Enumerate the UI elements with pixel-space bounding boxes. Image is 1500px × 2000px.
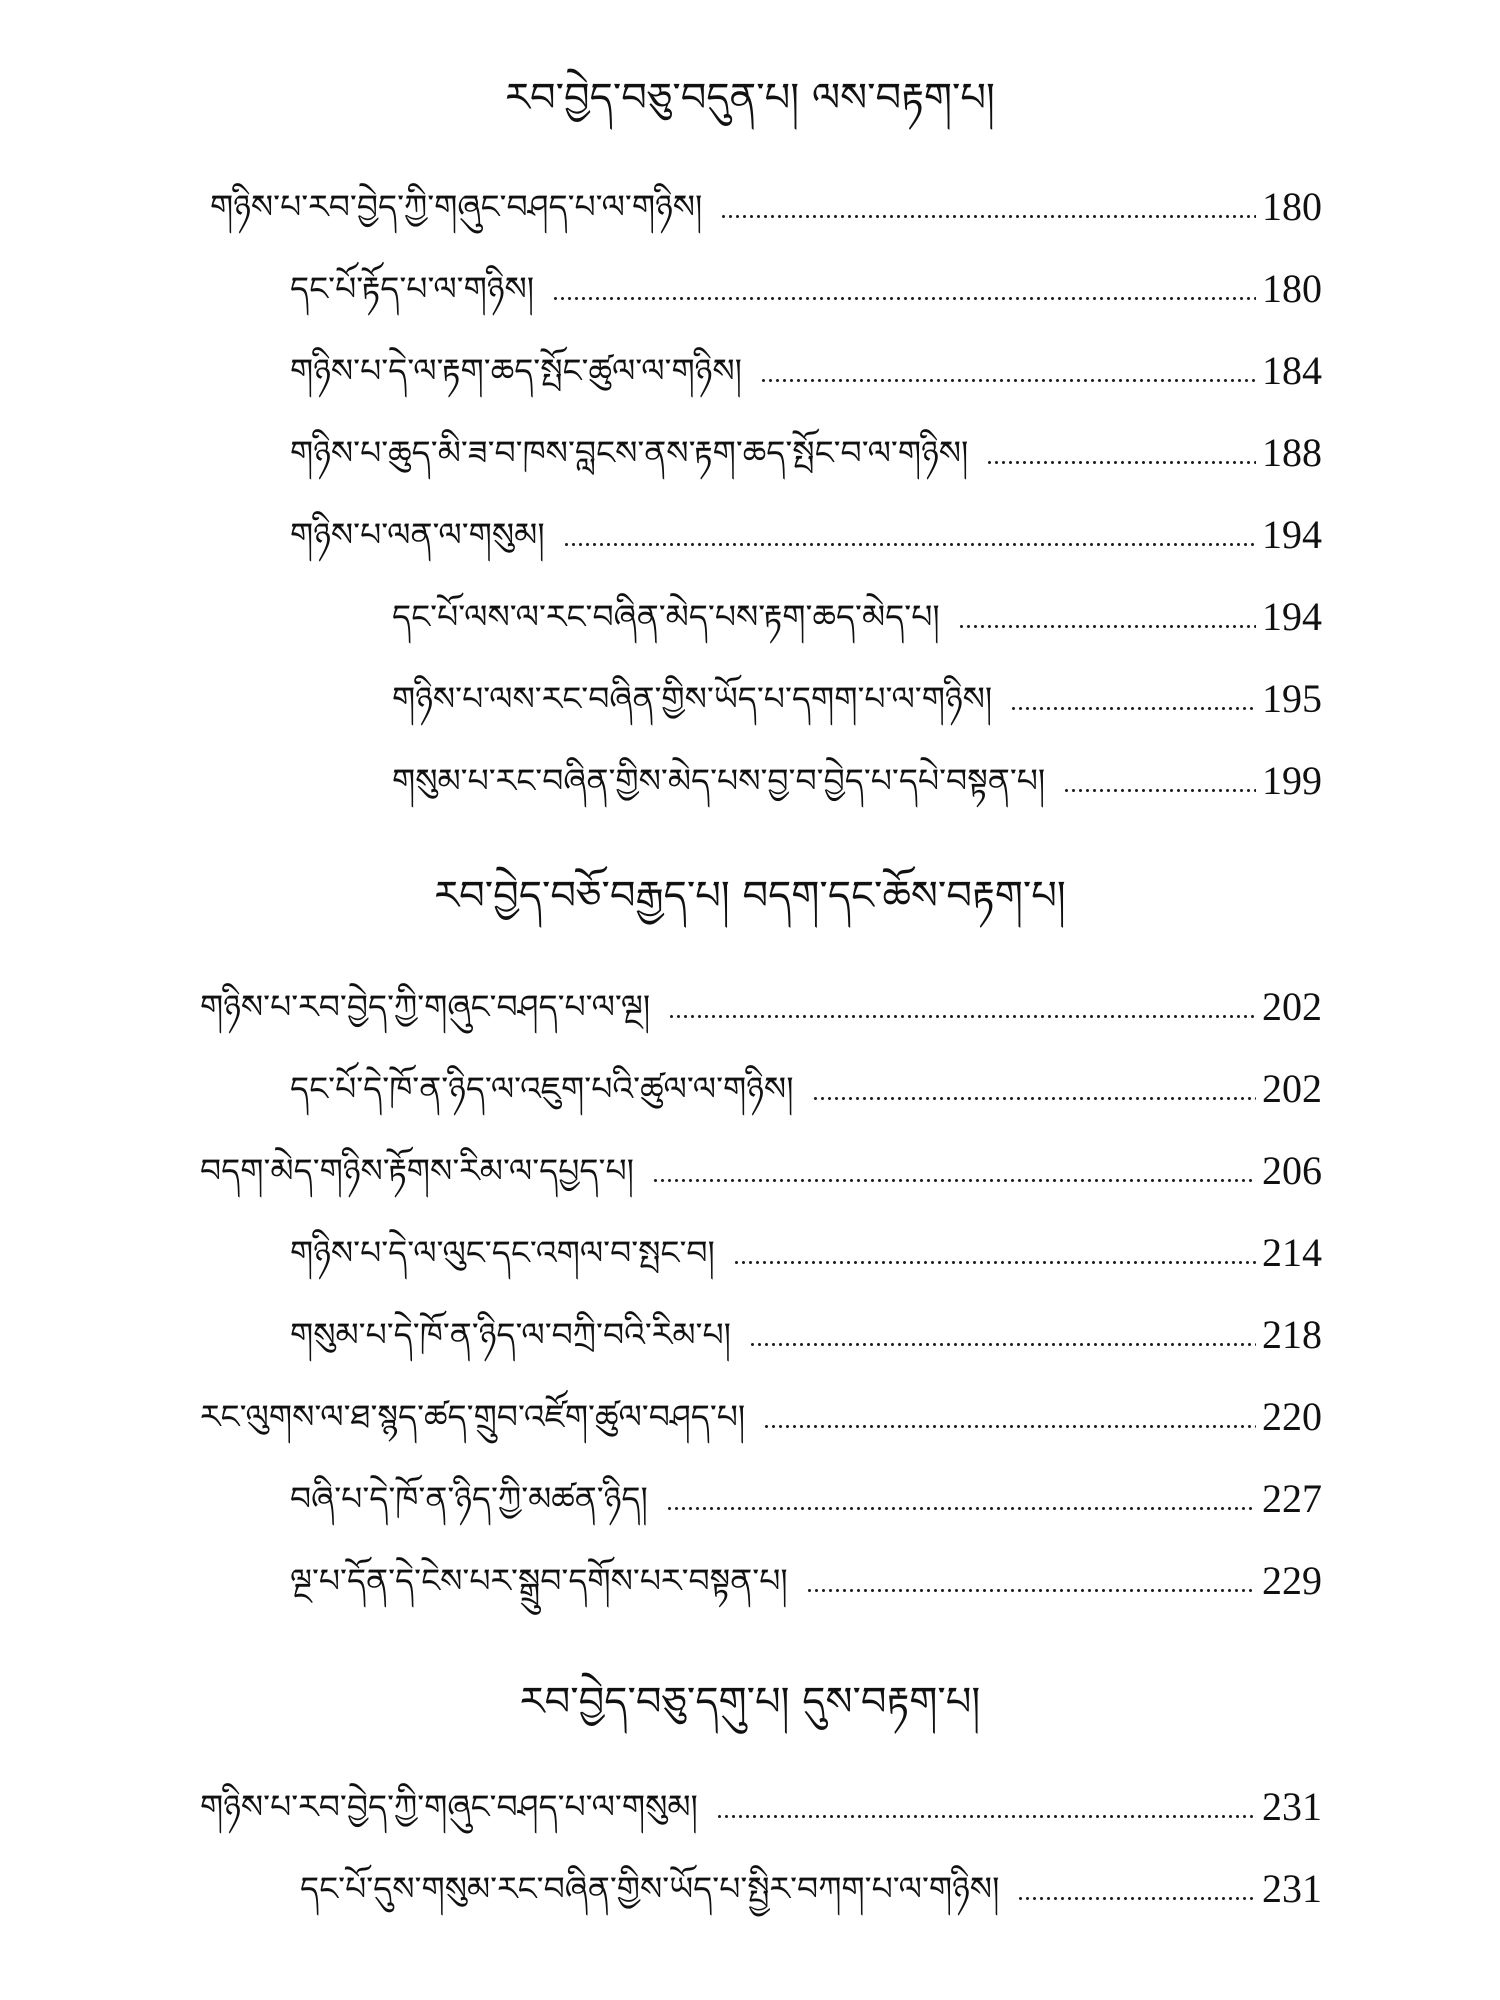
toc-entry-label: དང་པོ་ལས་ལ་རང་བཞིན་མེད་པས་རྟག་ཆད་མེད་པ། bbox=[392, 597, 940, 636]
toc-entry[interactable] bbox=[290, 336, 1322, 396]
toc-page-number: 220 bbox=[1262, 1394, 1322, 1439]
toc-entry[interactable] bbox=[290, 500, 1322, 560]
dot-leader bbox=[760, 374, 1256, 386]
toc-entry[interactable] bbox=[200, 1136, 1322, 1196]
dot-leader bbox=[1063, 784, 1256, 796]
toc-page-number: 180 bbox=[1262, 184, 1322, 229]
dot-leader bbox=[733, 1256, 1256, 1268]
toc-page-number: 194 bbox=[1262, 512, 1322, 557]
toc-page-number: 202 bbox=[1262, 984, 1322, 1029]
toc-entry-label: རང་ལུགས་ལ་ཐ་སྙད་ཚད་གྲུབ་འཛོག་ཚུལ་བཤད་པ། bbox=[200, 1397, 746, 1436]
toc-entry[interactable] bbox=[200, 1382, 1322, 1442]
dot-leader bbox=[749, 1338, 1256, 1350]
toc-entry-label: གཉིས་པ་རབ་བྱེད་ཀྱི་གཞུང་བཤད་པ་ལ་ལྔ། bbox=[200, 987, 651, 1026]
toc-entry-label: གསུམ་པ་རང་བཞིན་གྱིས་མེད་པས་བྱ་བ་བྱེད་པ་དཔེ་བསྟན་པ། bbox=[392, 761, 1046, 800]
toc-entry[interactable] bbox=[200, 1772, 1322, 1832]
toc-entry[interactable] bbox=[392, 664, 1322, 724]
chapter-title: རབ་བྱེད་བཅུ་བདུན་པ། ལས་བརྟག་པ། bbox=[505, 75, 995, 121]
toc-page-number: 227 bbox=[1262, 1476, 1322, 1521]
toc-entry[interactable] bbox=[210, 172, 1322, 232]
toc-entry[interactable] bbox=[290, 1054, 1322, 1114]
toc-page-number: 231 bbox=[1262, 1784, 1322, 1829]
chapter-title: རབ་བྱེད་བཅོ་བརྒྱད་པ། བདག་དང་ཆོས་བརྟག་པ། bbox=[434, 873, 1066, 919]
toc-entry-label: དང་པོ་དེ་ཁོ་ན་ཉིད་ལ་འཇུག་པའི་ཚུལ་ལ་གཉིས། bbox=[290, 1069, 794, 1108]
toc-page-number: 206 bbox=[1262, 1148, 1322, 1193]
dot-leader bbox=[812, 1092, 1256, 1104]
dot-leader bbox=[1010, 702, 1256, 714]
toc-entry[interactable] bbox=[290, 1464, 1322, 1524]
dot-leader bbox=[986, 456, 1256, 468]
toc-entry-label: གཉིས་པ་རབ་བྱེད་ཀྱི་གཞུང་བཤད་པ་ལ་གསུམ། bbox=[200, 1787, 698, 1826]
toc-entry-label: བཞི་པ་དེ་ཁོ་ན་ཉིད་ཀྱི་མཚན་ཉིད། bbox=[290, 1479, 648, 1518]
toc-page-number: 180 bbox=[1262, 266, 1322, 311]
toc-entry-label: གཉིས་པ་རབ་བྱེད་ཀྱི་གཞུང་བཤད་པ་ལ་གཉིས། bbox=[210, 187, 703, 226]
toc-entry[interactable] bbox=[392, 582, 1322, 642]
toc-entry-label: གསུམ་པ་དེ་ཁོ་ན་ཉིད་ལ་བཀྲི་བའི་རིམ་པ། bbox=[290, 1315, 731, 1354]
toc-entry[interactable] bbox=[200, 972, 1322, 1032]
toc-page-number: 194 bbox=[1262, 594, 1322, 639]
dot-leader bbox=[552, 292, 1256, 304]
toc-entry[interactable] bbox=[290, 418, 1322, 478]
toc-entry-label: གཉིས་པ་ལན་ལ་གསུམ། bbox=[290, 515, 545, 554]
toc-entry-label: བདག་མེད་གཉིས་རྟོགས་རིམ་ལ་དཔྱད་པ། bbox=[200, 1151, 634, 1190]
toc-entry-label: གཉིས་པ་དེ་ལ་ལུང་དང་འགལ་བ་སྤང་བ། bbox=[290, 1233, 715, 1272]
toc-page-number: 231 bbox=[1262, 1866, 1322, 1911]
toc-page-number: 199 bbox=[1262, 758, 1322, 803]
toc-page-number: 202 bbox=[1262, 1066, 1322, 1111]
dot-leader bbox=[958, 620, 1256, 632]
toc-page-number: 195 bbox=[1262, 676, 1322, 721]
dot-leader bbox=[652, 1174, 1256, 1186]
toc-entry-label: དང་པོ་རྟོད་པ་ལ་གཉིས། bbox=[290, 269, 535, 308]
dot-leader bbox=[666, 1502, 1256, 1514]
toc-entry[interactable] bbox=[290, 1546, 1322, 1606]
dot-leader bbox=[763, 1420, 1256, 1432]
toc-page-number: 188 bbox=[1262, 430, 1322, 475]
toc-entry[interactable] bbox=[392, 746, 1322, 806]
toc-entry-label: གཉིས་པ་ཆུད་མི་ཟ་བ་ཁས་བླངས་ནས་རྟག་ཆད་སྤོང་བ་ལ་གཉིས། bbox=[290, 433, 969, 472]
toc-entry[interactable] bbox=[290, 1300, 1322, 1360]
toc-page-number: 218 bbox=[1262, 1312, 1322, 1357]
toc-page-number: 184 bbox=[1262, 348, 1322, 393]
dot-leader bbox=[668, 1010, 1256, 1022]
toc-page-number: 214 bbox=[1262, 1230, 1322, 1275]
toc-entry[interactable] bbox=[290, 1218, 1322, 1278]
toc-entry-label: གཉིས་པ་དེ་ལ་རྟག་ཆད་སྤོང་ཚུལ་ལ་གཉིས། bbox=[290, 351, 742, 390]
toc-entry[interactable] bbox=[290, 254, 1322, 314]
dot-leader bbox=[563, 538, 1256, 550]
dot-leader bbox=[716, 1810, 1256, 1822]
dot-leader bbox=[806, 1584, 1256, 1596]
chapter-title: རབ་བྱེད་བཅུ་དགུ་པ། དུས་བརྟག་པ། bbox=[519, 1679, 981, 1725]
toc-entry-label: ལྔ་པ་དོན་དེ་ངེས་པར་སྒྲུབ་དགོས་པར་བསྟན་པ། bbox=[290, 1561, 788, 1600]
toc-entry[interactable] bbox=[300, 1854, 1322, 1914]
dot-leader bbox=[720, 210, 1256, 222]
toc-entry-label: གཉིས་པ་ལས་རང་བཞིན་གྱིས་ཡོད་པ་དགག་པ་ལ་གཉིས། bbox=[392, 679, 993, 718]
dot-leader bbox=[1017, 1892, 1256, 1904]
toc-entry-label: དང་པོ་དུས་གསུམ་རང་བཞིན་གྱིས་ཡོད་པ་སྤྱིར་བཀག་པ་ལ་གཉིས། bbox=[300, 1869, 1000, 1908]
toc-page-number: 229 bbox=[1262, 1558, 1322, 1603]
